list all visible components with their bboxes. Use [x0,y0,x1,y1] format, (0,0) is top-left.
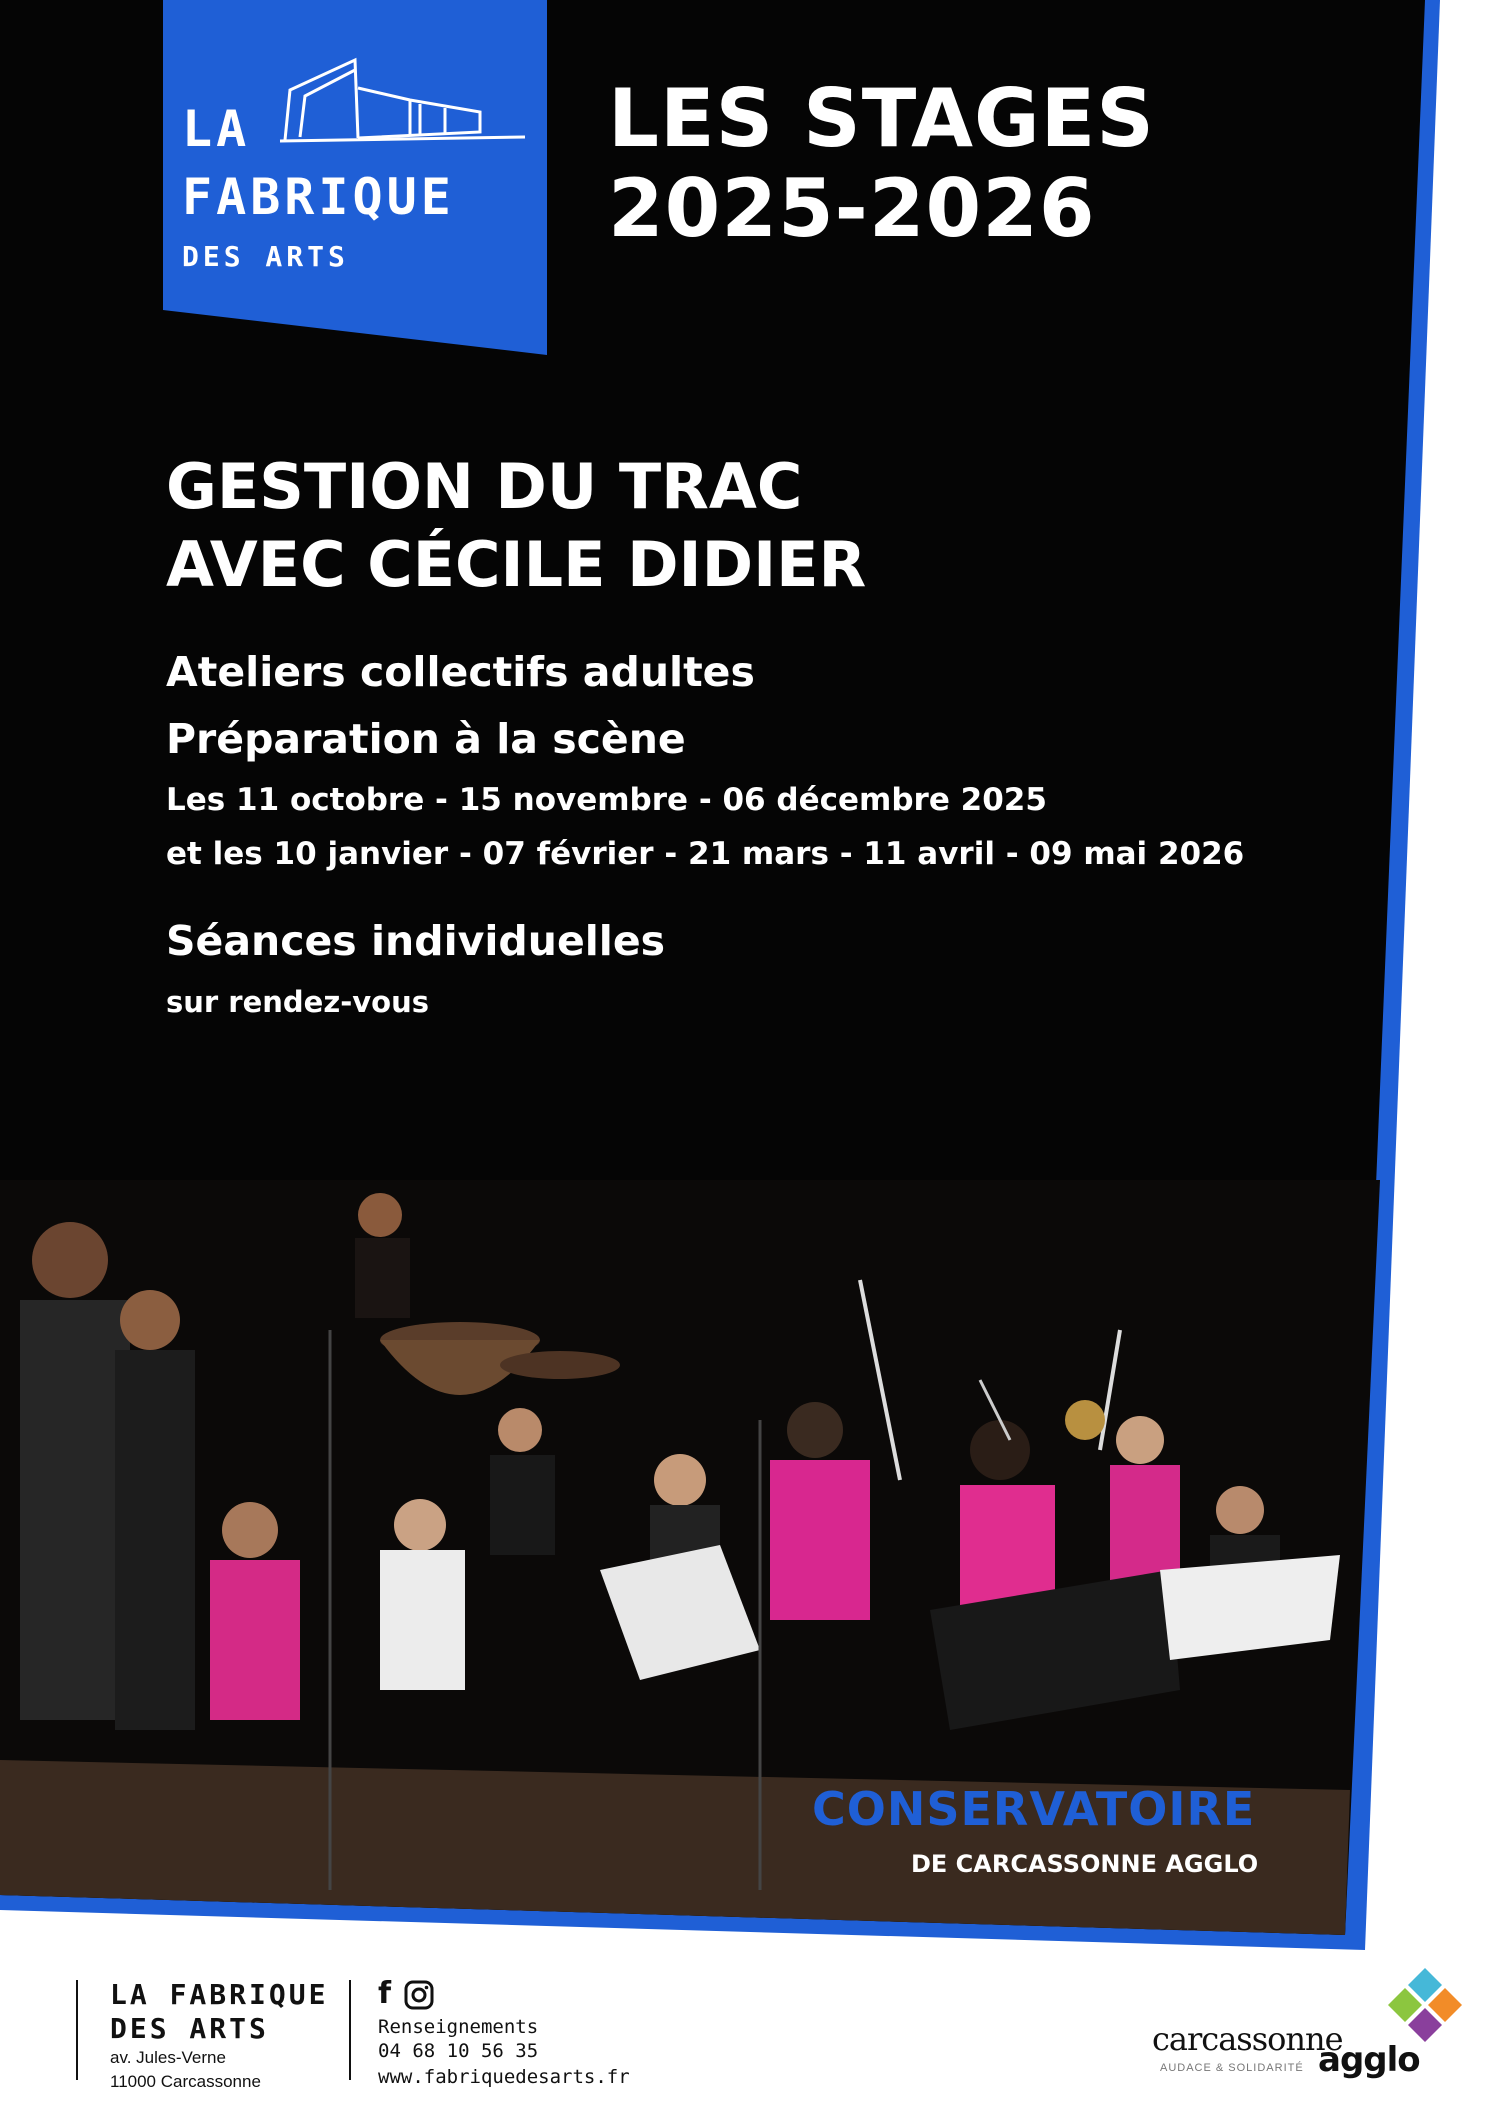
dates-2025: Les 11 octobre - 15 novembre - 06 décembre 2025 [166,782,1047,818]
header-title-line2: 2025-2026 [608,162,1096,255]
logo-line-la: LA [182,100,251,158]
subtitle-preparation: Préparation à la scène [166,715,686,763]
agglo-diamond-logo [1388,1968,1462,2042]
footer-address2: 11000 Carcassonne [110,2072,261,2091]
phone-number[interactable]: 04 68 10 56 35 [378,2040,539,2062]
conservatoire-subtitle: DE CARCASSONNE AGGLO [911,1850,1259,1878]
footer-address1: av. Jules-Verne [110,2048,226,2067]
logo-line-des-arts: DES ARTS [182,240,349,273]
partner-tagline: AUDACE & SOLIDARITÉ [1160,2062,1304,2074]
website-link[interactable]: www.fabriquedesarts.fr [378,2066,630,2088]
footer-org-line2: DES ARTS [110,2012,269,2045]
instagram-icon[interactable] [404,1980,434,2010]
footer-org-line1: LA FABRIQUE [110,1978,329,2011]
course-title-line1: GESTION DU TRAC [166,450,803,523]
individual-sessions-note: sur rendez-vous [166,985,429,1019]
subtitle-ateliers: Ateliers collectifs adultes [166,648,755,696]
course-title-line2: AVEC CÉCILE DIDIER [166,528,867,601]
partner-name: carcassonne [1152,2020,1343,2058]
dates-2026: et les 10 janvier - 07 février - 21 mars - 11 avril - 09 mai 2026 [166,836,1245,872]
info-label: Renseignements [378,2016,539,2038]
individual-sessions-title: Séances individuelles [166,917,666,965]
partner-name-agglo: agglo [1318,2040,1420,2080]
conservatoire-name: CONSERVATOIRE [812,1782,1256,1836]
facebook-icon[interactable]: f [378,1976,392,2011]
header-title-line1: LES STAGES [608,72,1155,165]
logo-line-fabrique: FABRIQUE [182,168,455,226]
